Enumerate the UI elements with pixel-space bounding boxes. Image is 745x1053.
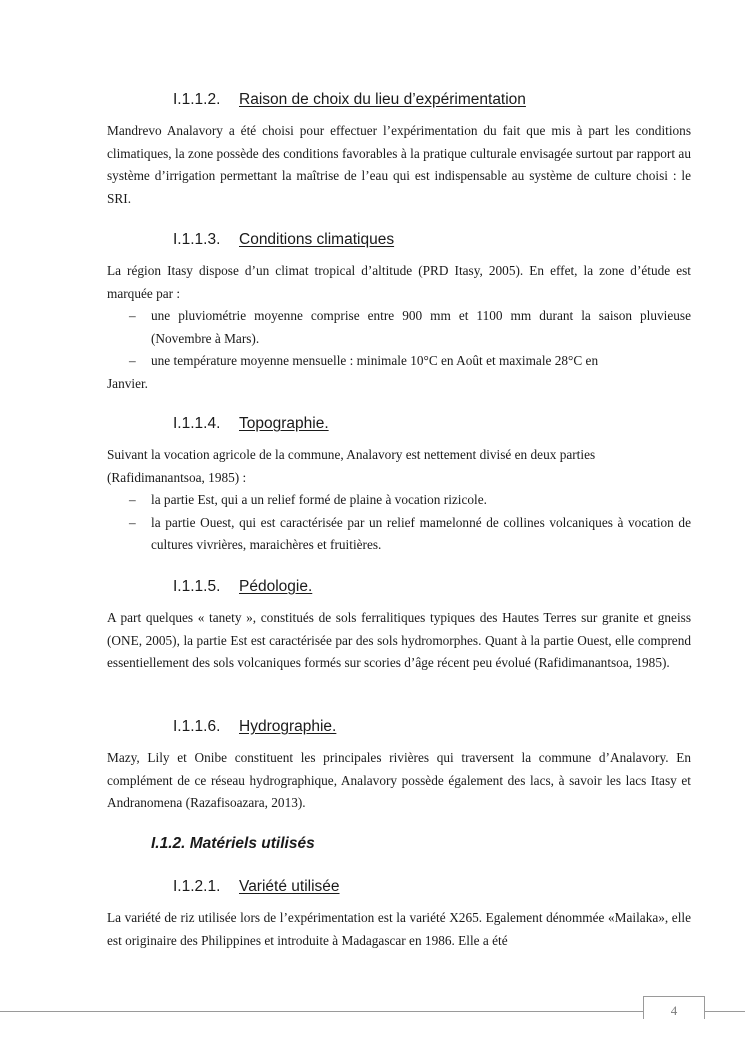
section-heading [173, 415, 329, 433]
section-number: I.1.1.6. [173, 718, 221, 735]
list-item-text: la partie Est, qui a un relief formé de plaine à vocation rizicole. [151, 492, 487, 508]
section-body [107, 607, 691, 675]
section-title: Raison de choix du lieu d’expérimentation [239, 91, 526, 108]
list-item [107, 305, 691, 350]
section-heading [173, 231, 394, 249]
section-number: I.1.1.5. [173, 578, 221, 595]
section-body [107, 444, 691, 557]
section-heading [173, 91, 526, 109]
section-number: I.1.1.4. [173, 415, 221, 432]
bullet-list [107, 489, 691, 557]
paragraph: Suivant la vocation agricole de la commune, Analavory est nettement divisé en deux parties (Rafidimanantsoa, 1985) : [107, 447, 596, 485]
section-title: Pédologie. [239, 578, 313, 595]
section-title: Variété utilisée [239, 878, 340, 895]
section-heading [173, 878, 340, 896]
paragraph: Mandrevo Analavory a été choisi pour effectuer l’expérimentation du fait que mis à part les conditions climatiques, la zone possède des conditions favorables à la pratique culturale envisagée surtout par rapport au système d’irrigation permettant la maîtrise de l’eau qui est indispensable au système de culture choisi : le SRI. [107, 123, 691, 206]
list-item [107, 512, 691, 557]
list-item [107, 350, 691, 373]
paragraph: La région Itasy dispose d’un climat tropical d’altitude (PRD Itasy, 2005). En effet, la zone d’étude est marquée par : [107, 263, 691, 301]
list-item [107, 489, 691, 512]
list-item-text: une température moyenne mensuelle : minimale 10°C en Août et maximale 28°C en [151, 353, 599, 369]
dash-icon: – [129, 492, 136, 508]
subsection-heading: I.1.2. Matériels utilisés [151, 835, 315, 852]
paragraph: A part quelques « tanety », constitués de sols ferralitiques typiques des Hautes Terres sur granite et gneiss (ONE, 2005), la partie Est est caractérisée par des sols hydromorphes. Quant à la partie Ouest, elle comprend essentiellement des sols volcaniques formés sur scories d’âge récent peu évolué (Rafidimanantsoa, 1985). [107, 610, 691, 671]
section-number: I.1.1.3. [173, 231, 221, 248]
paragraph-continuation: Janvier. [107, 375, 148, 391]
bullet-list [107, 305, 691, 373]
footer-rule [0, 1011, 745, 1012]
list-item-text: une pluviométrie moyenne comprise entre 900 mm et 1100 mm durant la saison pluvieuse (Novembre à Mars). [151, 308, 691, 346]
dash-icon: – [129, 514, 136, 530]
section-heading [173, 718, 336, 736]
section-body [107, 260, 691, 396]
section-body [107, 747, 691, 815]
section-body [107, 907, 691, 952]
section-number: I.1.1.2. [173, 91, 221, 108]
dash-icon: – [129, 308, 136, 324]
section-heading [173, 578, 312, 596]
section-body [107, 120, 691, 210]
section-number: I.1.2.1. [173, 878, 221, 895]
page-number: 4 [670, 1003, 678, 1018]
list-item-text: la partie Ouest, qui est caractérisée par un relief mamelonné de collines volcaniques à vocation de cultures vivrières, maraichères et fruitières. [151, 514, 691, 553]
section-title: Hydrographie. [239, 718, 337, 735]
paragraph: La variété de riz utilisée lors de l’expérimentation est la variété X265. Egalement dénommée «Mailaka», elle est originaire des Philippines et introduite à Madagascar en 1986. Elle a été [107, 910, 691, 948]
section-title: Topographie. [239, 415, 329, 432]
dash-icon: – [129, 353, 136, 369]
section-title: Conditions climatiques [239, 231, 395, 248]
paragraph: Mazy, Lily et Onibe constituent les principales rivières qui traversent la commune d’Analavory. En complément de ce réseau hydrographique, Analavory possède également des lacs, à savoir les lacs Itasy et Andranomena (Razafisoazara, 2013). [107, 750, 691, 811]
